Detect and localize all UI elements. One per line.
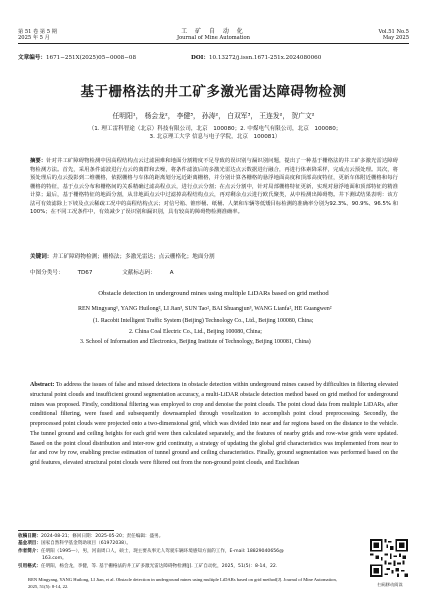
classification-row xyxy=(30,268,202,276)
citation-label: 引用格式： xyxy=(18,563,41,569)
paper-title-en: Obstacle detection in underground mines using multiple LiDARs based on grid method xyxy=(98,290,329,297)
affiliation-line: (1. Racobit Intelligent Traffic System (Beijing) Technology Co., Ltd., Beijing 100080, China; xyxy=(93,318,314,324)
affiliations-cn xyxy=(30,125,400,141)
affiliation-line: （1. 理工雷科智途（北京）科技有限公司，北京 100080；2. 中煤电气有限公司，北京 100080； xyxy=(88,126,342,132)
document-code-value: A xyxy=(169,270,174,276)
affiliation-line: 3. 北京理工大学 信息与电子学院，北京 100081） xyxy=(149,134,281,141)
journal-name xyxy=(0,29,427,42)
received-label: 收稿日期： xyxy=(18,534,41,539)
authors-cn: 任明阳¹， 杨会龙²， 李健³， 孙涛²， 白双军³， 王连发²， 贺广文² xyxy=(112,112,315,120)
document-code-label: 文献标志码： xyxy=(122,270,156,276)
footnote-author-cont: 163.com。 xyxy=(42,556,67,562)
journal-volume-info-en xyxy=(379,29,409,42)
keywords-cn xyxy=(30,253,398,261)
abstract-cn xyxy=(30,157,398,217)
footnote-fund xyxy=(18,540,358,547)
abstract-en-label: Abstract: xyxy=(30,382,55,388)
footnote-divider xyxy=(18,530,114,531)
received-text: 2024-08-21；修回日期：2025-05-20；责任编辑：盛男。 xyxy=(40,534,164,539)
class-number-value: TD67 xyxy=(77,270,93,276)
abstract-en-text: To address the issues of false and missed detections in obstacle detection within underground mines caused by difficulties in filtering elevated structural point clouds and insufficient ground segmentation accuracy, a multi-LiDAR obstacle detection method based on grid method for underground mines was proposed. Firstly, conditional filtering was employed to crop and denoise the point clouds. The point cloud data from multiple LiDARs, after conditional filtering, were fused and subsequently downsampled through voxelization to accomplish point cloud preprocessing. Secondly, the preprocessed point clouds were projected onto a two-dimensional grid, which was divided into near and far regions based on the distance to the vehicle. The tunnel ground and ceiling heights for each grid were then calculated separately, and the features of nearby grids and row-wise grids were updated. Based on the point cloud distribution and inter-row grid continuity, a strategy of updating the global grid characteristics was implemented from near to far and row by row, enabling precise estimation of tunnel ground and ceiling characteristics. Finally, ground segmentation was performed based on the grid features, elevated structural point clouds were filtered out from the non-ground point clouds, and Euclidean xyxy=(30,382,398,466)
abstract-en xyxy=(30,381,398,469)
doi-block xyxy=(191,55,321,62)
keywords-cn-text: 井工矿障碍物检测；栅格法；多激光雷达；点云栅格化；地面分割 xyxy=(52,254,215,260)
header-divider xyxy=(18,43,409,44)
doi-label: DOI： xyxy=(191,55,209,61)
citation-text-cn: 任明阳，杨会龙，李健，等. 基于栅格法的井工矿多激光雷达障碍物检测[J]. 工矿自动化，2025，51(5)：8-14，22. xyxy=(40,563,278,569)
author-label: 作者简介： xyxy=(18,548,41,554)
article-number-label: 文章编号： xyxy=(18,55,46,61)
fund-text: 国家自然科学基金资助项目（61972038）。 xyxy=(40,541,131,547)
footnote-author xyxy=(18,548,358,555)
volume-issue-en: Vol.51 No.5 xyxy=(378,29,409,35)
volume-issue: 第 51 卷 第 5 期 xyxy=(18,29,57,35)
abstract-cn-text: 针对井工矿障碍物检测中因高程结构点云过滤困难和地面分割精度不足导致的误识别与漏识别问题，提出了一种基于栅格法的井工矿多激光雷达障碍物检测方法。首先，采用条件滤波进行点云的离群和去噪，将条件滤波后的多激光雷达点云数据进行融合，再进行体素降采样，完成点云预处理。其次，将预处理后的点云投影到二维栅格，依据栅格与车体的距离划分远近距离栅格，并分别计算各栅格的悬浮地面高度和顶部高度特征，更新车体附近栅格和每行栅格的特征，基于点云分布和栅格间的关系精确过滤高程点云，进行点云分割；在点云分割中，针对局部栅格特征更新，实现对悬浮地面和顶部特征的精准计算；最后，基于栅格特征的地面分割，从非地面点云中过滤掉高程结构点云，再对剩余点云进行欧氏聚类，从中检测出障碍物。井下测试结果表明：该方法可有效滤除上下坡及点云稀疏工况中的高程结构点云；对信号箱、锥形桶、纸桶、人架和车辆等低矮目标检测的准确率分别为92.3%、90.9%、96.5% 和 100%；在不同工况条件中，有效减少了误识别和漏识别，具有较高的障碍物检测准确率。 xyxy=(30,158,399,215)
affiliation-line: 3. School of Information and Electronics, Beijing Institute of Technology, Beijing 100081, China) xyxy=(80,339,311,345)
document-code xyxy=(122,270,187,276)
class-number xyxy=(30,270,106,276)
article-meta xyxy=(18,55,409,62)
journal-name-en: Journal of Mine Automation xyxy=(176,35,250,42)
doi-link[interactable]: 10.13272/j.issn.1671-251x.2024080060 xyxy=(208,55,322,61)
footnotes xyxy=(18,533,358,570)
class-number-label: 中图分类号： xyxy=(30,270,64,276)
author-text: 任明阳（1995—），男，河南周口人，硕士，现主要从事无人驾驶车辆环境感知方面的工作，E-mail: 18829040656@ xyxy=(40,548,284,554)
issue-date-en: May 2025 xyxy=(382,35,409,42)
article-number: 1671−251X(2025)05−0008−08 xyxy=(45,55,137,61)
abstract-cn-label: 摘要： xyxy=(30,158,47,164)
footnote-received xyxy=(18,533,358,540)
affiliations-en xyxy=(80,316,413,348)
journal-name-cn: 工 矿 自 动 化 xyxy=(181,28,246,35)
authors-en: REN Mingyang¹, YANG Huilong², LI Jian³, SUN Tao², BAI Shuangjun³, WANG Lianfa², HE Guangwen² xyxy=(78,306,332,312)
fund-label: 基金项目： xyxy=(18,541,41,547)
qr-code-icon[interactable] xyxy=(370,539,408,577)
issue-date: 2025 年 5 月 xyxy=(18,35,50,42)
footnote-citation xyxy=(18,563,358,570)
qr-caption: 扫码移动阅读 xyxy=(377,582,403,587)
affiliation-line: 2. China Coal Electric Co., Ltd., Beijing 100080, China; xyxy=(129,328,262,335)
citation-text-en: REN Mingyang, YANG Huilong, LI Jian, et al. Obstacle detection in underground mines using multiple LiDARs based on grid method[J]. Journal of Mine Automation, 2025, 51(5): 8-14, 22. xyxy=(28,577,337,590)
keywords-cn-label: 关键词： xyxy=(30,254,53,260)
paper-title-cn: 基于栅格法的井工矿多激光雷达障碍物检测 xyxy=(80,84,347,100)
